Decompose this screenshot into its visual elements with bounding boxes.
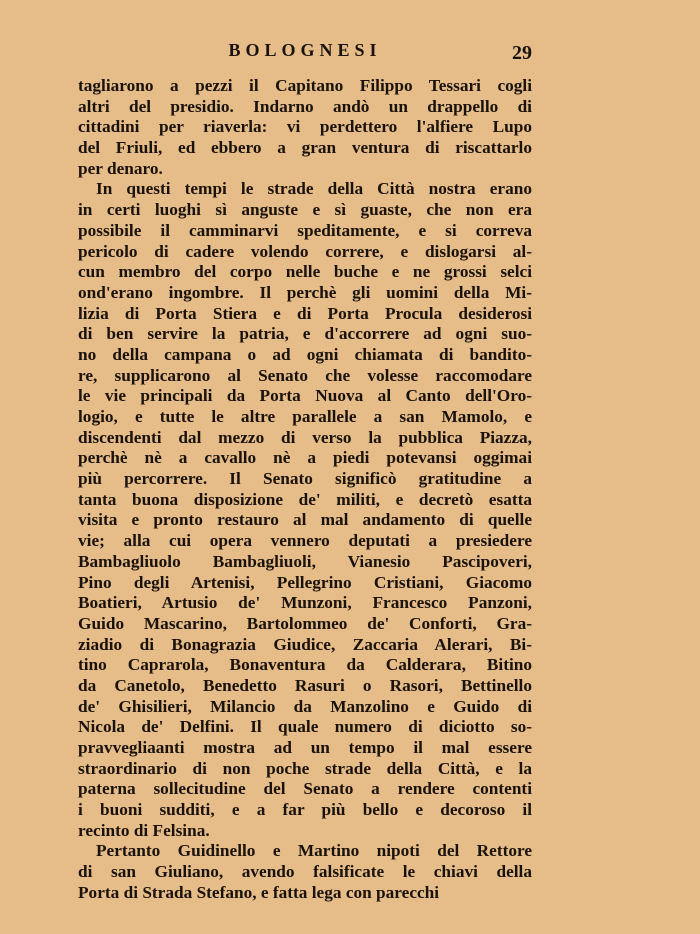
text-line: logio, e tutte le altre parallele a san Mamolo, e	[78, 407, 532, 426]
paragraph	[78, 76, 532, 179]
text-line: de' Ghisilieri, Milancio da Manzolino e Guido di	[78, 696, 532, 716]
text-line: tanta buona disposizione de' militi, e decretò esatta	[78, 489, 532, 509]
text-line: straordinario di non poche strade della Città, e la	[78, 758, 532, 778]
text-line: pravvegliaanti mostra ad un tempo il mal essere	[78, 738, 532, 757]
text-line: ziadio di Bonagrazia Giudice, Zaccaria Alerari, Bi-	[78, 634, 532, 654]
paragraph	[78, 841, 532, 903]
text-line: tino Caprarola, Bonaventura da Calderara, Bitino	[78, 655, 532, 675]
text-line: recinto di Felsina.	[78, 820, 210, 840]
text-line: le vie principali da Porta Nuova al Canto dell'Oro-	[78, 386, 532, 406]
text-line: ond'erano ingombre. Il perchè gli uomini della Mi-	[78, 282, 532, 302]
text-line: Pino degli Artenisi, Pellegrino Cristiani, Giacomo	[78, 572, 532, 592]
text-line: da Canetolo, Benedetto Rasuri o Rasori, Bettinello	[78, 675, 532, 695]
text-line: Pertanto Guidinello e Martino nipoti del Rettore	[96, 841, 532, 861]
text-line: in certi luoghi sì anguste e sì guaste, che non era	[78, 200, 532, 220]
text-line: paterna sollecitudine del Senato a rendere contenti	[78, 779, 532, 799]
text-line: pericolo di cadere volendo correre, e dislogarsi al-	[78, 241, 532, 261]
text-line: lizia di Porta Stiera e di Porta Procula desiderosi	[78, 303, 532, 323]
text-line: più percorrere. Il Senato significò gratitudine a	[78, 469, 532, 489]
text-line: Bambagliuolo Bambagliuoli, Vianesio Pascipoveri,	[78, 551, 532, 571]
text-line: discendenti dal mezzo di verso la pubblica Piazza,	[78, 427, 532, 447]
text-line: re, supplicarono al Senato che volesse raccomodare	[78, 365, 532, 385]
text-line: di san Giuliano, avendo falsificate le chiavi della	[78, 862, 532, 882]
text-line: Guido Mascarino, Bartolommeo de' Conforti, Gra-	[78, 613, 532, 633]
text-line: cun membro del corpo nelle buche e ne grossi selci	[78, 262, 532, 282]
text-line: Nicola de' Delfini. Il quale numero di diciotto so-	[78, 717, 532, 737]
text-line: In questi tempi le strade della Città nostra erano	[96, 179, 532, 199]
paragraph	[78, 179, 532, 841]
text-line: tagliarono a pezzi il Capitano Filippo Tessari cogli	[78, 76, 532, 95]
text-line: possibile il camminarvi speditamente, e si correva	[78, 220, 532, 240]
text-line: no della campana o ad ogni chiamata di bandito-	[78, 344, 532, 364]
running-title: BOLOGNESI	[228, 40, 382, 60]
text-line: cittadini per riaverla: vi perdettero l'alfiere Lupo	[78, 117, 532, 137]
body-text	[78, 76, 532, 904]
text-line: di ben servire la patria, e d'accorrere ad ogni suo-	[78, 324, 532, 344]
text-line: visita e pronto restauro al mal andamento di quelle	[78, 510, 532, 530]
running-header	[78, 40, 532, 66]
text-line: Porta di Strada Stefano, e fatta lega con parecchi	[78, 882, 440, 902]
text-line: del Friuli, ed ebbero a gran ventura di riscattarlo	[78, 138, 532, 158]
text-line: perchè nè a cavallo nè a piedi potevansi oggimai	[78, 448, 532, 468]
text-line: i buoni sudditi, e a far più bello e decoroso il	[78, 800, 532, 820]
text-line: Boatieri, Artusio de' Munzoni, Francesco Panzoni,	[78, 593, 532, 613]
text-line: per denaro.	[78, 158, 163, 178]
text-line: altri del presidio. Indarno andò un drappello di	[78, 96, 532, 116]
text-line: vie; alla cui opera vennero deputati a presiedere	[78, 531, 532, 551]
page-number: 29	[512, 42, 532, 64]
